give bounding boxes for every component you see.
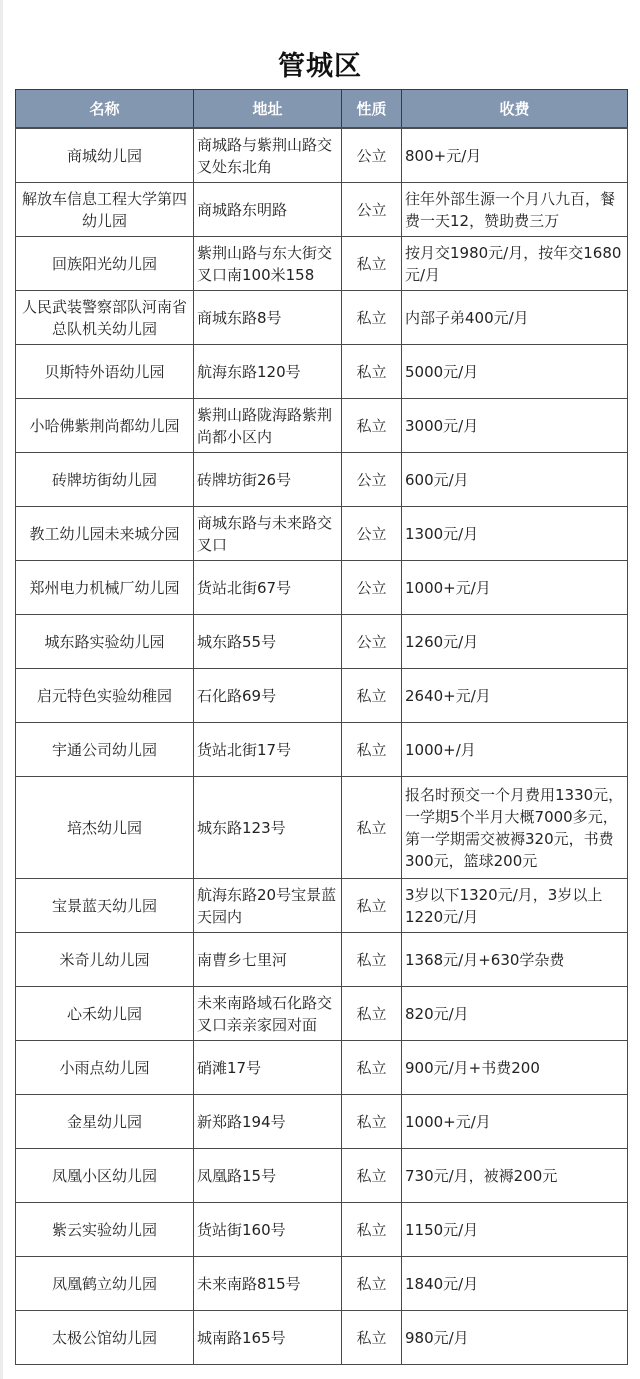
cell-name: 人民武装警察部队河南省总队机关幼儿园 (16, 291, 194, 345)
cell-fee: 1000+元/月 (402, 1095, 628, 1149)
cell-name: 回族阳光幼儿园 (16, 237, 194, 291)
cell-name: 郑州电力机械厂幼儿园 (16, 561, 194, 615)
column-header-name: 名称 (16, 90, 194, 129)
table-row (16, 1257, 628, 1311)
table-row (16, 1203, 628, 1257)
cell-fee: 2640+元/月 (402, 669, 628, 723)
cell-address: 紫荆山路陇海路紫荆尚都小区内 (194, 399, 342, 453)
table-row (16, 669, 628, 723)
table-row (16, 345, 628, 399)
cell-address: 城东路123号 (194, 777, 342, 879)
cell-name: 小雨点幼儿园 (16, 1041, 194, 1095)
cell-fee: 3岁以下1320元/月，3岁以上1220元/月 (402, 879, 628, 933)
table-row (16, 933, 628, 987)
cell-address: 砖牌坊街26号 (194, 453, 342, 507)
cell-type: 公立 (342, 183, 402, 237)
column-header-type: 性质 (342, 90, 402, 129)
cell-address: 商城路与紫荆山路交叉处东北角 (194, 128, 342, 183)
cell-name: 米奇儿幼儿园 (16, 933, 194, 987)
cell-address: 硝滩17号 (194, 1041, 342, 1095)
cell-name: 紫云实验幼儿园 (16, 1203, 194, 1257)
cell-name: 商城幼儿园 (16, 128, 194, 183)
cell-fee: 820元/月 (402, 987, 628, 1041)
cell-name: 城东路实验幼儿园 (16, 615, 194, 669)
column-header-fee: 收费 (402, 90, 628, 129)
table-row (16, 1149, 628, 1203)
table-row (16, 1095, 628, 1149)
cell-fee: 3000元/月 (402, 399, 628, 453)
cell-address: 南曹乡七里河 (194, 933, 342, 987)
cell-fee: 900元/月+书费200 (402, 1041, 628, 1095)
cell-address: 货站街160号 (194, 1203, 342, 1257)
cell-type: 私立 (342, 723, 402, 777)
cell-type: 私立 (342, 1203, 402, 1257)
cell-name: 教工幼儿园未来城分园 (16, 507, 194, 561)
column-header-address: 地址 (194, 90, 342, 129)
table-row (16, 507, 628, 561)
cell-type: 私立 (342, 345, 402, 399)
cell-address: 城东路55号 (194, 615, 342, 669)
cell-type: 私立 (342, 1041, 402, 1095)
table-row (16, 399, 628, 453)
cell-name: 解放车信息工程大学第四幼儿园 (16, 183, 194, 237)
cell-fee: 往年外部生源一个月八九百，餐费一天12，赞助费三万 (402, 183, 628, 237)
table-row (16, 183, 628, 237)
cell-address: 未来南路815号 (194, 1257, 342, 1311)
cell-address: 商城东路与未来路交叉口 (194, 507, 342, 561)
table-row (16, 561, 628, 615)
cell-fee: 按月交1980元/月，按年交1680元/月 (402, 237, 628, 291)
cell-type: 私立 (342, 669, 402, 723)
table-row (16, 128, 628, 183)
table-row (16, 879, 628, 933)
cell-type: 私立 (342, 879, 402, 933)
cell-name: 小哈佛紫荆尚都幼儿园 (16, 399, 194, 453)
cell-type: 私立 (342, 1257, 402, 1311)
cell-name: 心禾幼儿园 (16, 987, 194, 1041)
cell-name: 凤凰鹤立幼儿园 (16, 1257, 194, 1311)
cell-address: 航海东路120号 (194, 345, 342, 399)
cell-name: 砖牌坊街幼儿园 (16, 453, 194, 507)
table-row (16, 237, 628, 291)
cell-type: 公立 (342, 507, 402, 561)
cell-address: 凤凰路15号 (194, 1149, 342, 1203)
cell-name: 启元特色实验幼稚园 (16, 669, 194, 723)
kindergarten-fee-table (15, 89, 628, 1365)
cell-fee: 1260元/月 (402, 615, 628, 669)
cell-address: 货站北街17号 (194, 723, 342, 777)
cell-address: 紫荆山路与东大街交叉口南100米158 (194, 237, 342, 291)
cell-name: 宝景蓝天幼儿园 (16, 879, 194, 933)
cell-address: 货站北街67号 (194, 561, 342, 615)
cell-fee: 1000+/月 (402, 723, 628, 777)
cell-name: 金星幼儿园 (16, 1095, 194, 1149)
cell-fee: 1840元/月 (402, 1257, 628, 1311)
cell-type: 私立 (342, 237, 402, 291)
table-row (16, 1041, 628, 1095)
cell-fee: 5000元/月 (402, 345, 628, 399)
cell-type: 私立 (342, 291, 402, 345)
table-row (16, 453, 628, 507)
table-row (16, 987, 628, 1041)
cell-address: 城南路165号 (194, 1311, 342, 1365)
cell-type: 公立 (342, 615, 402, 669)
cell-address: 新郑路194号 (194, 1095, 342, 1149)
table-row (16, 1311, 628, 1365)
cell-fee: 800+元/月 (402, 128, 628, 183)
cell-fee: 内部子弟400元/月 (402, 291, 628, 345)
cell-name: 贝斯特外语幼儿园 (16, 345, 194, 399)
page-edge (0, 0, 3, 1379)
cell-name: 宇通公司幼儿园 (16, 723, 194, 777)
cell-type: 私立 (342, 933, 402, 987)
cell-type: 公立 (342, 453, 402, 507)
cell-name: 凤凰小区幼儿园 (16, 1149, 194, 1203)
table-row (16, 777, 628, 879)
table-header-row (16, 90, 628, 129)
cell-name: 太极公馆幼儿园 (16, 1311, 194, 1365)
cell-address: 商城路东明路 (194, 183, 342, 237)
cell-type: 私立 (342, 1095, 402, 1149)
cell-fee: 1000+元/月 (402, 561, 628, 615)
cell-fee: 报名时预交一个月费用1330元，一学期5个半月大概7000多元，第一学期需交被褥320元，书费300元，篮球200元 (402, 777, 628, 879)
cell-type: 公立 (342, 561, 402, 615)
cell-type: 私立 (342, 987, 402, 1041)
cell-fee: 980元/月 (402, 1311, 628, 1365)
table-row (16, 615, 628, 669)
cell-fee: 600元/月 (402, 453, 628, 507)
cell-address: 石化路69号 (194, 669, 342, 723)
cell-fee: 1368元/月+630学杂费 (402, 933, 628, 987)
cell-name: 培杰幼儿园 (16, 777, 194, 879)
page-title: 管城区 (278, 51, 362, 82)
cell-address: 航海东路20号宝景蓝天园内 (194, 879, 342, 933)
cell-type: 私立 (342, 1311, 402, 1365)
cell-type: 私立 (342, 1149, 402, 1203)
cell-fee: 1300元/月 (402, 507, 628, 561)
cell-address: 商城东路8号 (194, 291, 342, 345)
cell-type: 公立 (342, 128, 402, 183)
cell-fee: 1150元/月 (402, 1203, 628, 1257)
cell-type: 私立 (342, 777, 402, 879)
table-row (16, 291, 628, 345)
cell-address: 未来南路域石化路交叉口亲亲家园对面 (194, 987, 342, 1041)
cell-fee: 730元/月，被褥200元 (402, 1149, 628, 1203)
table-row (16, 723, 628, 777)
cell-type: 私立 (342, 399, 402, 453)
